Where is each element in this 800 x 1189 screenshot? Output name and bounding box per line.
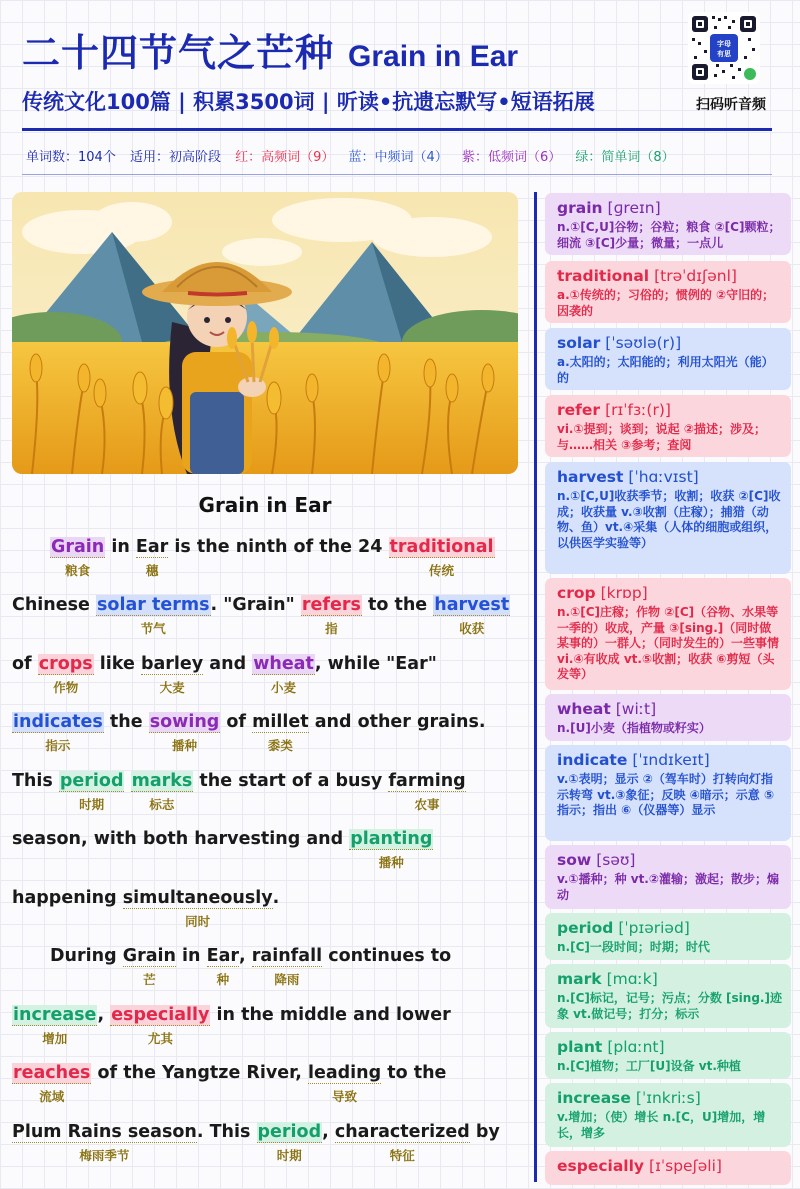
svg-text:字母: 字母 (717, 40, 731, 48)
article-line (12, 590, 522, 636)
word-gloss: 种 (216, 972, 230, 987)
vocab-card-ipa: [səʊ] (596, 851, 636, 869)
vocab-word[interactable] (122, 883, 273, 929)
word-gloss: 节气 (140, 621, 166, 636)
word-gloss: 同时 (185, 914, 211, 929)
title-chinese: 二十四节气之芒种 (22, 31, 335, 75)
vocab-word[interactable] (50, 532, 105, 578)
article-line (12, 766, 522, 812)
vocab-card-heading (557, 467, 783, 487)
vocab-card-definition: n.①[C]庄稼；作物 ②[C]（谷物、水果等一季的）收成，产量 ③[sing.]（同时做某事的）一群人；（同时发生的）一些事情 vi.④有收成 vt.⑤收割；收获 ⑥剪短（头发等） (557, 605, 780, 681)
article-text: and other grains. (308, 712, 486, 732)
stat-purple: 紫：低频词（6） (461, 150, 562, 165)
vocab-word-text: indicates (13, 712, 103, 732)
vocab-card-word: increase (557, 1089, 631, 1107)
vocab-word-text: characterized (334, 1122, 470, 1142)
vocab-card-ipa: [wiːt] (615, 700, 657, 718)
vocab-card-word: harvest (557, 468, 624, 486)
qr-caption: 扫码听音频 (696, 97, 766, 113)
word-gloss: 芒 (143, 972, 156, 987)
vocab-word-text: crops (38, 654, 93, 674)
vocab-card-ipa: [rɪˈfɜː(r)] (605, 401, 671, 419)
stat-level: 适用：初高阶段 (129, 150, 221, 165)
vocab-word[interactable] (389, 532, 495, 578)
article-line (12, 1117, 522, 1163)
vocab-card-heading (557, 969, 783, 989)
vocab-word[interactable] (252, 707, 309, 753)
vocab-card-definition: v.①播种；种 vt.②灌输；激起；散步；煽动 (557, 872, 780, 902)
vocab-card-heading (557, 699, 783, 719)
vocab-card-word: traditional (557, 267, 650, 285)
vocab-card-ipa: [trəˈdɪʃənl] (654, 267, 737, 285)
article-text: This (12, 771, 59, 791)
word-gloss: 传统 (428, 563, 455, 578)
article-text: in the middle and lower (210, 1005, 451, 1025)
word-gloss: 标志 (149, 797, 175, 812)
vocab-word[interactable] (12, 1000, 97, 1046)
vocab-card-harvest[interactable] (545, 462, 791, 574)
page-title (22, 22, 682, 77)
vocab-word-text: Ear (206, 946, 240, 966)
vocab-card-period[interactable] (545, 913, 791, 960)
word-gloss: 特征 (389, 1148, 415, 1163)
word-gloss: 作物 (53, 680, 79, 695)
vocab-word-text: leading (307, 1063, 382, 1083)
article-text: During (50, 946, 123, 966)
vocab-card-word: sow (557, 851, 592, 869)
vocab-card-definition: a.①传统的；习俗的；惯例的 ②守旧的；因袭的 (557, 288, 775, 318)
vocab-card-definition: a.太阳的；太阳能的；利用太阳光（能）的 (557, 355, 774, 385)
article-text: and (203, 654, 253, 674)
article-line (12, 532, 522, 578)
article-text: in (175, 946, 207, 966)
vocab-word-text: rainfall (251, 946, 323, 966)
vocab-word-text: Grain (122, 946, 176, 966)
vocab-card-definition: n.[C]一段时间；时期；时代 (557, 940, 710, 954)
article-line (12, 883, 522, 929)
vocab-card-definition: n.[U]小麦（指植物或籽实） (557, 721, 711, 735)
page-subtitle: 传统文化100篇 | 积累3500词 | 听读•抗遗忘默写•短语拓展 (22, 90, 595, 114)
title-english: Grain in Ear (348, 40, 519, 73)
vocab-word[interactable] (12, 1058, 91, 1104)
header-divider (22, 128, 772, 131)
article-text: in (105, 537, 136, 557)
page-header (0, 0, 800, 132)
word-gloss: 穗 (145, 563, 159, 578)
vocab-word-text: increase (13, 1005, 97, 1025)
svg-text:有思: 有思 (717, 50, 731, 58)
vocab-card-heading (557, 1156, 783, 1176)
vocab-card-indicate[interactable] (545, 745, 791, 841)
article-text: continues to (322, 946, 452, 966)
vocab-card-heading (557, 918, 783, 938)
vocab-card-definition: n.①[C,U]谷物；谷粒；粮食 ②[C]颗粒；细流 ③[C]少量；微量；一点儿 (557, 220, 781, 250)
article-text: , while "Ear" (314, 654, 437, 674)
article-text: . This (196, 1122, 257, 1142)
vocab-card-word: refer (557, 401, 601, 419)
article-title: Grain in Ear (198, 493, 332, 517)
vocab-word-text: wheat (253, 654, 314, 674)
stat-blue: 蓝：中频词（4） (348, 150, 448, 165)
article-text: . (272, 888, 280, 908)
vocab-word[interactable] (110, 1000, 210, 1046)
stats-divider (22, 174, 772, 175)
word-gloss: 梅雨季节 (79, 1148, 130, 1163)
vocab-card-heading (557, 400, 783, 420)
vocab-word[interactable] (257, 1117, 323, 1163)
article-text: is the ninth of the 24 (168, 537, 389, 557)
vocab-card-ipa: [plɑːnt] (607, 1038, 665, 1056)
vocab-card-heading (557, 1037, 783, 1057)
article-line (12, 649, 522, 695)
vocab-word[interactable] (96, 590, 211, 636)
vocab-card-ipa: [mɑːk] (606, 970, 658, 988)
word-gloss: 播种 (378, 855, 404, 870)
vocab-card-especially[interactable] (545, 1151, 791, 1185)
stat-word-count: 单词数：104个 (26, 150, 116, 165)
vocab-word-text: sowing (149, 712, 220, 732)
vocab-word-text: solar terms (97, 595, 210, 615)
word-gloss: 农事 (414, 797, 440, 812)
vocab-word-text: marks (131, 771, 193, 791)
article-text: . "Grain" (210, 595, 301, 615)
vocab-card-word: solar (557, 334, 601, 352)
article-line (12, 707, 522, 753)
vocab-card-grain[interactable] (545, 193, 791, 255)
word-gloss: 小麦 (271, 680, 297, 695)
vocab-card-plant[interactable] (545, 1032, 791, 1079)
vocab-card-definition: n.[C]标记，记号；污点；分数 [sing.]迹象 vt.做记号；打分；标示 (557, 991, 782, 1021)
vocab-word[interactable] (307, 1058, 382, 1104)
word-stats (26, 146, 786, 165)
word-gloss: 指示 (45, 738, 71, 753)
vocab-card-ipa: [ˈhɑːvɪst] (628, 468, 699, 486)
article-text: by (469, 1122, 500, 1142)
vocab-card-refer[interactable] (545, 395, 791, 457)
vocab-word[interactable] (252, 649, 315, 695)
stat-green: 绿：简单词（8） (575, 150, 675, 165)
vocab-card-word: crop (557, 584, 596, 602)
word-gloss: 大麦 (159, 680, 185, 695)
vocab-card-word: indicate (557, 751, 628, 769)
word-gloss: 收获 (459, 621, 485, 636)
word-gloss: 黍类 (267, 738, 293, 753)
vocab-card-wheat[interactable] (545, 694, 791, 741)
word-gloss: 尤其 (147, 1031, 173, 1046)
article-text: of the Yangtze River, (91, 1063, 308, 1083)
vocab-word-text: Grain (51, 537, 105, 557)
vocab-card-definition: n.①[C,U]收获季节；收割；收获 ②[C]收成；收获量 v.③收割（庄稼）；捕猎（动物、鱼）vt.④采集（人体的细胞或组织，以供医学实验等） (557, 489, 781, 550)
article-text: Chinese (12, 595, 97, 615)
article-text: , (97, 1005, 111, 1025)
vocab-card-heading (557, 850, 783, 870)
vocab-word-text: harvest (434, 595, 510, 615)
vocab-word[interactable] (301, 590, 362, 636)
vocab-word-text: reaches (13, 1063, 91, 1083)
article-text: , (239, 946, 252, 966)
vocab-card-heading (557, 266, 783, 286)
word-gloss: 粮食 (65, 563, 91, 578)
vocab-card-heading (557, 198, 783, 218)
article-text: the (103, 712, 149, 732)
vocab-card-word: especially (557, 1157, 645, 1175)
vocab-card-ipa: [ɡreɪn] (607, 199, 661, 217)
article-text: happening (12, 888, 123, 908)
vocab-card-definition: v.①表明；显示 ②（驾车时）打转向灯指示转弯 vt.③象征；反映 ④暗示；示意 ⑤指示；指出 ⑥（仪器等）显示 (557, 772, 775, 817)
article-text: the start of a busy (193, 771, 389, 791)
vocab-word-text: Plum Rains season (12, 1122, 197, 1142)
vocab-word[interactable] (433, 590, 510, 636)
word-gloss: 降雨 (274, 972, 300, 987)
vocab-card-crop[interactable] (545, 578, 791, 690)
article-text: like (93, 654, 141, 674)
vocab-card-solar[interactable] (545, 328, 791, 390)
article-text: of (220, 712, 253, 732)
vocab-word-text: simultaneously (122, 888, 273, 908)
vocab-card-ipa: [ˈɪnkriːs] (635, 1089, 701, 1107)
vocab-word[interactable] (206, 941, 240, 987)
vocab-word[interactable] (140, 649, 204, 695)
word-gloss: 流域 (39, 1089, 65, 1104)
vocab-card-ipa: [ɪˈspeʃəli] (649, 1157, 722, 1175)
word-gloss: 导致 (332, 1089, 358, 1104)
article-line (12, 941, 522, 987)
vocab-card-ipa: [krɒp] (600, 584, 648, 602)
word-gloss: 增加 (42, 1031, 68, 1046)
illustration-graphic (12, 192, 518, 474)
article-line (12, 1058, 522, 1104)
vocab-card-ipa: [ˈpɪəriəd] (618, 919, 690, 937)
word-gloss: 时期 (79, 797, 105, 812)
vocab-word-text: period (257, 1122, 322, 1142)
vocab-card-definition: n.[C]植物；工厂[U]设备 vt.种植 (557, 1059, 741, 1073)
article-text: to the (381, 1063, 447, 1083)
vocab-word[interactable] (122, 941, 176, 987)
illustration-grain-field (12, 192, 518, 474)
word-gloss: 时期 (276, 1148, 302, 1163)
vocab-card-mark[interactable] (545, 964, 791, 1028)
article-line (12, 824, 522, 870)
vocab-card-word: mark (557, 970, 602, 988)
vocab-word[interactable] (12, 707, 104, 753)
vocab-card-traditional[interactable] (545, 261, 791, 323)
vocab-word-text: farming (388, 771, 466, 791)
vocab-card-definition: vi.①提到；谈到；说起 ②描述；涉及；与……相关 ③参考；查阅 (557, 422, 766, 452)
vocab-card-definition: v.增加；（使）增长 n.[C，U]增加，增长，增多 (557, 1110, 766, 1140)
vocab-word[interactable] (334, 1117, 470, 1163)
vocab-card-ipa: [ˈɪndɪkeɪt] (632, 751, 710, 769)
vocab-word-text: traditional (389, 537, 494, 557)
vocab-card-heading (557, 583, 783, 603)
vocab-card-heading (557, 1088, 783, 1108)
article-text: season, with both harvesting and (12, 829, 350, 849)
vocab-card-word: plant (557, 1038, 603, 1056)
vocab-word[interactable] (59, 766, 125, 812)
vocab-word[interactable] (149, 707, 221, 753)
vocab-word-text: period (59, 771, 124, 791)
vocab-word-text: planting (350, 829, 433, 849)
vocab-word-text: barley (140, 654, 204, 674)
stat-red: 红：高频词（9） (235, 150, 335, 165)
vocab-word-text: Ear (135, 537, 169, 557)
vocab-card-word: wheat (557, 700, 611, 718)
vocab-word[interactable] (135, 532, 169, 578)
article-text: , (322, 1122, 335, 1142)
vocab-word-text: refers (301, 595, 361, 615)
vocab-card-sow[interactable] (545, 845, 791, 909)
vocab-word-text: millet (252, 712, 309, 732)
vocab-card-increase[interactable] (545, 1083, 791, 1147)
vocab-word[interactable] (131, 766, 194, 812)
vocab-word[interactable] (251, 941, 323, 987)
article-text: to the (361, 595, 434, 615)
vocab-word[interactable] (388, 766, 466, 812)
word-gloss: 播种 (172, 738, 198, 753)
article-line (12, 1000, 522, 1046)
vocab-card-word: grain (557, 199, 603, 217)
vocab-word[interactable] (349, 824, 433, 870)
vocab-word[interactable] (38, 649, 94, 695)
qr-code[interactable] (688, 12, 760, 84)
vocab-card-heading (557, 333, 783, 353)
article-text: of (12, 654, 38, 674)
column-divider (534, 192, 537, 1182)
word-gloss: 指 (325, 621, 338, 636)
vocab-word[interactable] (12, 1117, 197, 1163)
vocab-card-ipa: [ˈsəʊlə(r)] (605, 334, 682, 352)
vocab-card-heading (557, 750, 783, 770)
vocab-word-text: especially (111, 1005, 210, 1025)
vocab-card-word: period (557, 919, 614, 937)
qr-code-graphic (688, 12, 760, 84)
